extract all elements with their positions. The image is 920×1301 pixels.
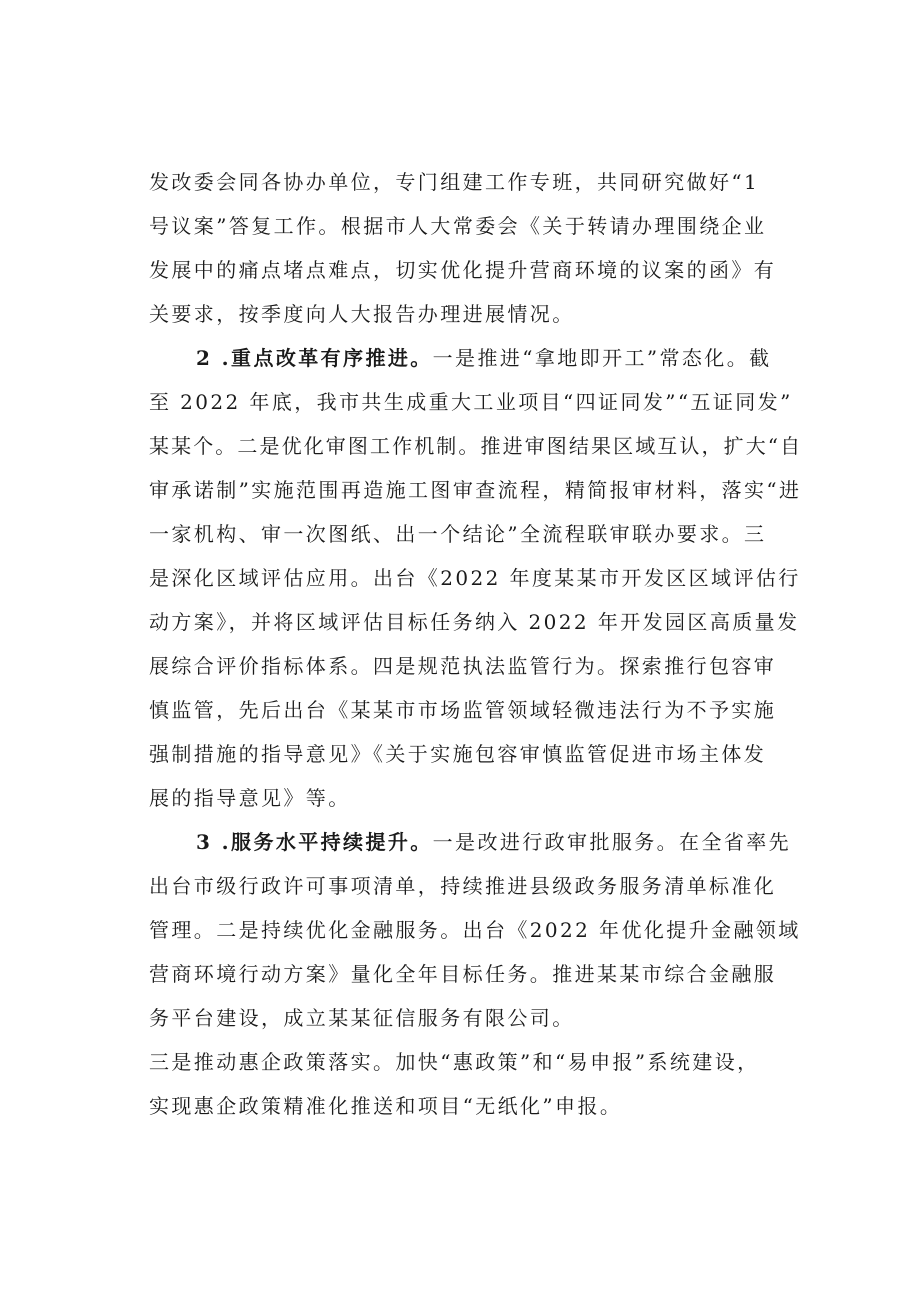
paragraph-2-line-10: 强制措施的指导意见》《关于实施包容审慎监管促进市场主体发: [149, 742, 767, 766]
paragraph-2-heading: 2 .重点改革有序推进。: [196, 346, 433, 370]
paragraph-3-first-line-text: 一是改进行政审批服务。在全省率先: [432, 830, 792, 854]
paragraph-3-line-3: 管理。二是持续优化金融服务。出台《2022 年优化提升金融领域: [149, 918, 801, 942]
paragraph-1-line-4: 关要求，按季度向人大报告办理进展情况。: [149, 302, 575, 326]
paragraph-4-line-2: 实现惠企政策精准化推送和项目“无纸化”申报。: [149, 1094, 623, 1118]
paragraph-3-heading: 3 .服务水平持续提升。: [196, 830, 433, 854]
paragraph-3-line-5: 务平台建设，成立某某征信服务有限公司。: [149, 1006, 575, 1030]
paragraph-3-line-4: 营商环境行动方案》量化全年目标任务。推进某某市综合金融服: [149, 962, 777, 986]
paragraph-1-line-3: 发展中的痛点堵点难点，切实优化提升营商环境的议案的函》有: [149, 258, 777, 282]
paragraph-2-line-9: 慎监管，先后出台《某某市市场监管领域轻微违法行为不予实施: [149, 698, 777, 722]
paragraph-4-line-1: 三是推动惠企政策落实。加快“惠政策”和“易申报”系统建设，: [149, 1050, 760, 1074]
paragraph-2-line-2: 至 2022 年底，我市共生成重大工业项目“四证同发”“五证同发”: [149, 390, 793, 414]
paragraph-2-first-line: [196, 343, 809, 373]
paragraph-1-line-1: 发改委会同各协办单位，专门组建工作专班，共同研究做好“1: [149, 170, 760, 194]
paragraph-2-line-8: 展综合评价指标体系。四是规范执法监管行为。探索推行包容审: [149, 654, 777, 678]
paragraph-2-line-4: 审承诺制”实施范围再造施工图审查流程，精简报审材料，落实“进: [149, 478, 802, 502]
paragraph-2-line-3: 某某个。二是优化审图工作机制。推进审图结果区域互认，扩大“自: [149, 434, 803, 458]
paragraph-2-line-5: 一家机构、审一次图纸、出一个结论”全流程联审联办要求。三: [149, 522, 767, 546]
paragraph-2-line-6: 是深化区域评估应用。出台《2022 年度某某市开发区区域评估行: [149, 566, 801, 590]
paragraph-2-line-7: 动方案》，并将区域评估目标任务纳入 2022 年开发园区高质量发: [149, 610, 800, 634]
paragraph-2-first-line-text: 一是推进“拿地即开工”常态化。截: [432, 346, 772, 370]
paragraph-1-line-2: 号议案”答复工作。根据市人大常委会《关于转请办理围绕企业: [149, 214, 767, 238]
paragraph-3-line-2: 出台市级行政许可事项清单，持续推进县级政务服务清单标准化: [149, 874, 777, 898]
paragraph-3-first-line: [196, 827, 809, 857]
paragraph-2-line-11: 展的指导意见》等。: [149, 786, 351, 810]
